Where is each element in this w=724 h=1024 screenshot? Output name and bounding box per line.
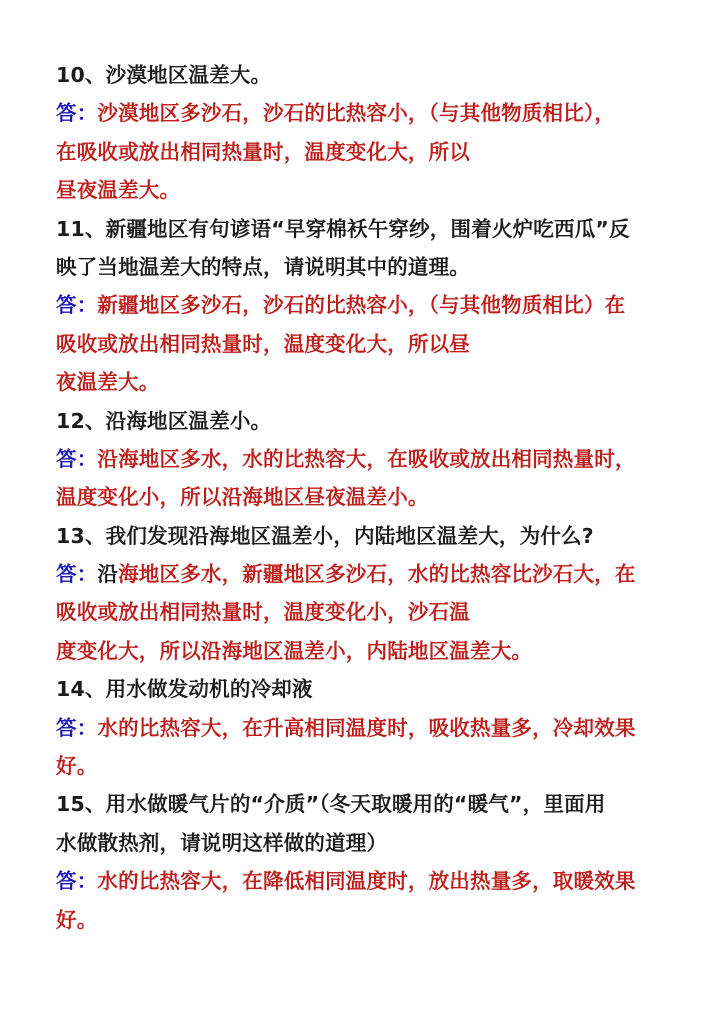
answer-line <box>56 440 670 478</box>
answer-text: 沿海地区多水，水的比热容大，在吸收或放出相同热量时， <box>97 446 636 471</box>
answer-line <box>56 709 670 747</box>
answer-line <box>56 94 670 132</box>
answer-text: 水的比热容大，在升高相同温度时，吸收热量多，冷却效果 <box>97 715 636 740</box>
answer-line <box>56 325 670 363</box>
answer-line <box>56 555 670 593</box>
question-line: 10、沙漠地区温差大。 <box>56 63 272 87</box>
question-line: 15、用水做暖气片的“介质”（冬天取暖用的“暖气”，里面用 <box>56 792 606 817</box>
question-line: 映了当地温差大的特点，请说明其中的道理。 <box>56 254 470 279</box>
answer-line <box>56 862 670 900</box>
answer-line <box>56 593 670 631</box>
document-body <box>56 56 670 939</box>
answer-marker: 答： <box>56 715 98 740</box>
question-line: 11、新疆地区有句谚语“早穿棉袄午穿纱，围着火炉吃西瓜”反 <box>56 216 630 241</box>
answer-line <box>56 901 670 939</box>
answer-line <box>56 632 670 670</box>
answer-line <box>56 133 670 171</box>
answer-text: 吸收或放出相同热量时，温度变化小，沙石温 <box>56 600 470 625</box>
question-line: 12、沿海地区温差小。 <box>56 408 272 433</box>
answer-marker: 答： <box>56 562 98 587</box>
answer-text: 好。 <box>56 754 98 779</box>
answer-text: 水的比热容大，在降低相同温度时，放出热量多，取暖效果 <box>97 869 636 894</box>
answer-text: 海地区多水，新疆地区多沙石，水的比热容比沙石大，在 <box>118 562 636 587</box>
answer-line <box>56 478 670 516</box>
answer-text: 温度变化小，所以沿海地区昼夜温差小。 <box>56 485 429 510</box>
answer-text: 在吸收或放出相同热量时，温度变化大，所以 <box>56 139 470 164</box>
question-line: 14、用水做发动机的冷却液 <box>56 677 313 702</box>
answer-marker: 答： <box>56 446 98 471</box>
answer-line <box>56 171 670 209</box>
answer-text: 新疆地区多沙石，沙石的比热容小，（与其他物质相比）在 <box>97 293 626 318</box>
question-line: 13、我们发现沿海地区温差小，内陆地区温差大，为什么? <box>56 523 594 548</box>
answer-text: 夜温差大。 <box>56 370 160 395</box>
answer-text: 吸收或放出相同热量时，温度变化大，所以昼 <box>56 331 470 356</box>
answer-text: 度变化大，所以沿海地区温差小，内陆地区温差大。 <box>56 638 533 663</box>
answer-line <box>56 747 670 785</box>
answer-line <box>56 286 670 324</box>
answer-text: 好。 <box>56 907 98 932</box>
answer-marker: 答： <box>56 101 98 126</box>
answer-marker: 答： <box>56 869 98 894</box>
question-line: 水做散热剂，请说明这样做的道理） <box>56 830 388 855</box>
answer-dark-run: 沿 <box>97 562 119 587</box>
answer-line <box>56 363 670 401</box>
answer-text: 昼夜温差大。 <box>56 178 181 203</box>
answer-marker: 答： <box>56 293 98 318</box>
answer-text: 沙漠地区多沙石，沙石的比热容小，（与其他物质相比）， <box>97 101 616 126</box>
